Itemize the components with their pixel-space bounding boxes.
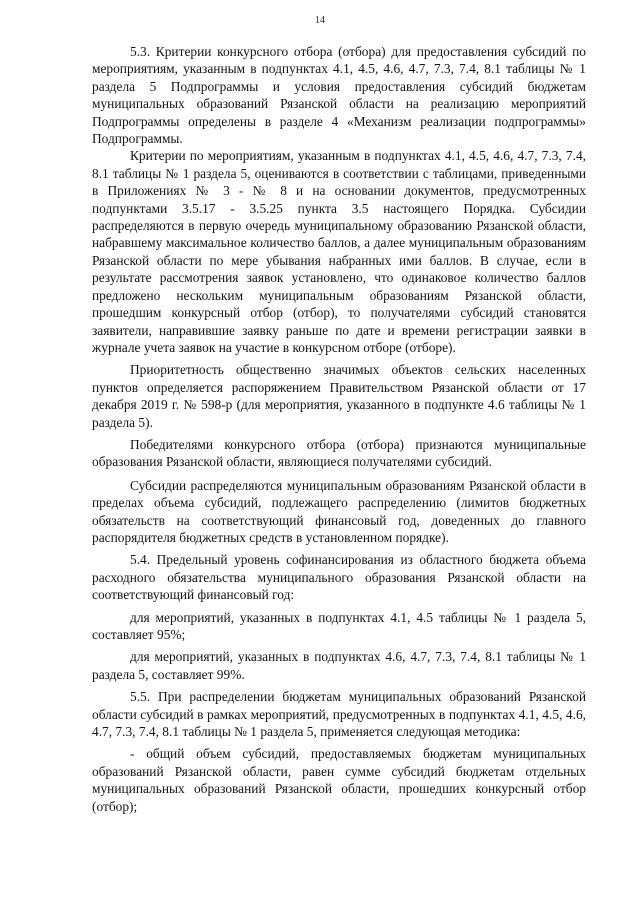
paragraph-total-volume: - общий объем субсидий, предоставляемых бюджетам муниципальных образований Рязанской области, равен сумме субсидий бюджетам отдельных муниципальных образований Рязанской области, прошедших конкурсный отбор (отбор); (92, 746, 586, 814)
paragraph-criteria: Критерии по мероприятиям, указанным в подпунктах 4.1, 4.5, 4.6, 4.7, 7.3, 7.4, 8.1 таблицы № 1 раздела 5, оцениваются в соответствии с таблицами, приведенными в Приложениях № 3 - № 8 и на основании документов, предусмотренных подпунктами 3.5.17 - 3.5.25 пункта 3.5 настоящего Порядка. Субсидии распределяются в первую очередь муниципальному образованию Рязанской области, набравшему максимальное количество баллов, а далее муниципальным образованиям Рязанской области по мере убывания набранных ими баллов. В случае, если в результате рассмотрения заявок установлено, что одинаковое количество баллов предложено нескольким муниципальным образованиям Рязанской области, прошедшим конкурсный отбор (отбор), то получателями субсидий становятся заявители, направившие заявку раньше по дате и времени регистрации заявки в журнале учета заявок на участие в конкурсном отборе (отборе). (92, 148, 586, 355)
document-body (92, 43, 586, 815)
paragraph-5-5: 5.5. При распределении бюджетам муниципальных образований Рязанской области субсидий в рамках мероприятий, предусмотренных в подпунктах 4.1, 4.5, 4.6, 4.7, 7.3, 7.4, 8.1 таблицы № 1 раздела 5, применяется следующая методика: (92, 689, 586, 740)
paragraph-winners: Победителями конкурсного отбора (отбора) признаются муниципальные образования Рязанской области, являющиеся получателями субсидий. (92, 436, 586, 470)
paragraph-rate-95: для мероприятий, указанных в подпунктах 4.1, 4.5 таблицы № 1 раздела 5, составляет 95%; (92, 609, 586, 642)
page-number: 14 (315, 15, 325, 26)
paragraph-distribution: Субсидии распределяются муниципальным образованиям Рязанской области в пределах объема субсидий, подлежащего распределению (лимитов бюджетных обязательств на соответствующий финансовый год, доведенных до главного распорядителя бюджетных средств в установленном порядке). (92, 477, 586, 545)
paragraph-rate-99: для мероприятий, указанных в подпунктах 4.6, 4.7, 7.3, 7.4, 8.1 таблицы № 1 раздела 5, составляет 99%. (92, 649, 586, 682)
paragraph-5-4: 5.4. Предельный уровень софинансирования из областного бюджета объема расходного обязательства муниципального образования Рязанской области на соответствующий финансовый год: (92, 552, 586, 603)
paragraph-priority: Приоритетность общественно значимых объектов сельских населенных пунктов определяется распоряжением Правительством Рязанской области от 17 декабря 2019 г. № 598-р (для мероприятия, указанного в подпункте 4.6 таблицы № 1 раздела 5). (92, 362, 586, 430)
paragraph-5-3: 5.3. Критерии конкурсного отбора (отбора) для предоставления субсидий по мероприятиям, указанным в подпунктах 4.1, 4.5, 4.6, 4.7, 7.3, 7.4, 8.1 таблицы № 1 раздела 5 Подпрограммы и условия предоставления субсидий бюджетам муниципальных образований Рязанской области на реализацию мероприятий Подпрограммы определены в разделе 4 «Механизм реализации подпрограммы» Подпрограммы. (92, 44, 586, 147)
